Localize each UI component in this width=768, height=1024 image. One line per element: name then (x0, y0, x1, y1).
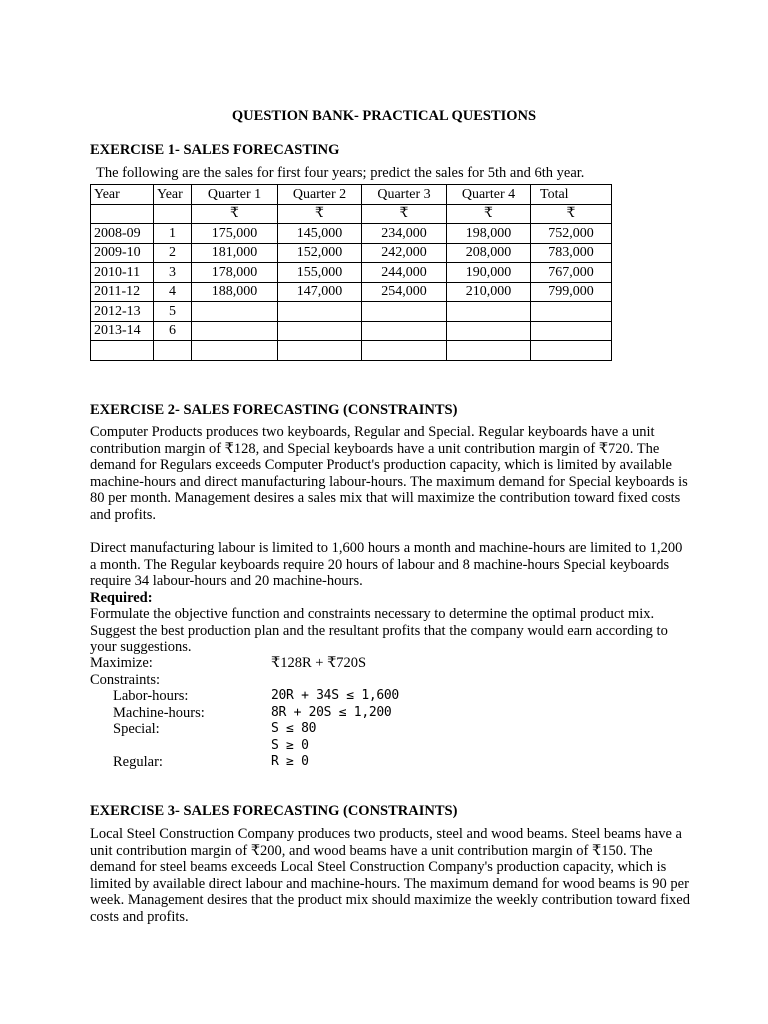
value-cell: 208,000 (447, 243, 531, 263)
table-row (91, 263, 612, 283)
table-row (91, 321, 612, 341)
value-cell: 210,000 (447, 282, 531, 302)
header-cell: Year (154, 185, 192, 205)
lp-formulation (90, 655, 690, 771)
constraints-label: Constraints: (90, 671, 161, 688)
exercise1-intro: The following are the sales for first four years; predict the sales for 5th and 6th year. (96, 165, 585, 181)
maximize-label: Maximize: (90, 655, 153, 671)
constraint-expression: S ≤ 80 (271, 721, 317, 736)
year-index-cell: 5 (154, 302, 192, 322)
total-cell (531, 302, 612, 322)
constraint-label: Regular: (113, 754, 163, 770)
constraint-expression: 20R + 34S ≤ 1,600 (271, 688, 399, 703)
constraint-row (90, 738, 690, 755)
header-cell: Year (91, 185, 154, 205)
constraint-label: Machine-hours: (113, 704, 205, 721)
table-cell (91, 204, 154, 224)
header-cell: Quarter 2 (278, 185, 362, 205)
value-cell: 181,000 (192, 243, 278, 263)
value-cell: 145,000 (278, 224, 362, 244)
value-cell (192, 321, 278, 341)
exercise2-paragraph-1 (90, 424, 690, 523)
value-cell (362, 321, 447, 341)
currency-cell: ₹ (192, 204, 278, 224)
total-cell: 799,000 (531, 282, 612, 302)
exercise3-paragraph-1 (90, 826, 690, 925)
year-cell: 2012-13 (91, 302, 154, 322)
year-index-cell: 1 (154, 224, 192, 244)
exercise2-paragraph-2 (90, 540, 690, 656)
table-row (91, 243, 612, 263)
table-cell (192, 341, 278, 361)
year-index-cell: 6 (154, 321, 192, 341)
year-index-cell: 2 (154, 243, 192, 263)
currency-cell: ₹ (362, 204, 447, 224)
value-cell: 175,000 (192, 224, 278, 244)
exercise2-heading: EXERCISE 2- SALES FORECASTING (CONSTRAINTS) (90, 402, 458, 418)
value-cell (362, 302, 447, 322)
year-index-cell: 3 (154, 263, 192, 283)
constraint-row (90, 705, 690, 722)
constraint-label: Labor-hours: (113, 688, 189, 704)
value-cell (192, 302, 278, 322)
constraint-expression: R ≥ 0 (271, 754, 309, 769)
total-cell: 783,000 (531, 243, 612, 263)
year-cell: 2009-10 (91, 243, 154, 263)
constraint-row (90, 721, 690, 738)
year-cell: 2008-09 (91, 224, 154, 244)
table-cell (531, 341, 612, 361)
table-cell (278, 341, 362, 361)
year-cell: 2013-14 (91, 321, 154, 341)
table-row (91, 302, 612, 322)
constraint-row (90, 754, 690, 771)
constraints-header-row (90, 672, 690, 689)
constraint-expression: S ≥ 0 (271, 737, 309, 753)
total-cell: 767,000 (531, 263, 612, 283)
total-cell: 752,000 (531, 224, 612, 244)
table-header-row (91, 185, 612, 205)
table-cell (154, 204, 192, 224)
value-cell (447, 302, 531, 322)
value-cell: 188,000 (192, 282, 278, 302)
value-cell: 190,000 (447, 263, 531, 283)
exercise3-heading: EXERCISE 3- SALES FORECASTING (CONSTRAINTS) (90, 803, 458, 819)
value-cell: 254,000 (362, 282, 447, 302)
value-cell: 152,000 (278, 243, 362, 263)
table-row (91, 341, 612, 361)
value-cell: 234,000 (362, 224, 447, 244)
table-cell (91, 341, 154, 361)
value-cell: 155,000 (278, 263, 362, 283)
objective-function: ₹128R + ₹720S (271, 655, 367, 671)
header-cell: Quarter 3 (362, 185, 447, 205)
currency-cell: ₹ (531, 204, 612, 224)
header-cell: Quarter 4 (447, 185, 531, 205)
table-cell (154, 341, 192, 361)
value-cell: 244,000 (362, 263, 447, 283)
required-label: Required: (90, 589, 153, 606)
header-cell: Total (531, 185, 612, 205)
header-cell: Quarter 1 (192, 185, 278, 205)
currency-cell: ₹ (447, 204, 531, 224)
currency-row (91, 204, 612, 224)
value-cell (447, 321, 531, 341)
paragraph-text: Direct manufacturing labour is limited to 1,600 hours a month and machine-hours are limited to 1,200 a month. The Regular keyboards require 20 hours of labour and 8 machine-hours Special keyboards require 34 labour-hours and 20 machine-hours. (90, 540, 683, 589)
year-cell: 2011-12 (91, 282, 154, 302)
currency-cell: ₹ (278, 204, 362, 224)
objective-row (90, 655, 690, 672)
table-cell (362, 341, 447, 361)
value-cell: 178,000 (192, 263, 278, 283)
year-cell: 2010-11 (91, 263, 154, 283)
year-index-cell: 4 (154, 282, 192, 302)
constraint-expression: 8R + 20S ≤ 1,200 (271, 704, 392, 720)
total-cell (531, 321, 612, 341)
sales-table (90, 184, 612, 361)
value-cell (278, 321, 362, 341)
paragraph-text: Local Steel Construction Company produces two products, steel and wood beams. Steel beams have a unit contribution margin of ₹200, and wood beams have a unit contribution margin of ₹150. The demand for steel beams exceeds Local Steel Construction Company's production capacity, which is limited by available direct labour and machine-hours. The maximum demand for wood beams is 90 per week. Management desires that the product mix should maximize the weekly contribution toward fixed costs and profits. (90, 826, 690, 925)
value-cell: 198,000 (447, 224, 531, 244)
table-row (91, 282, 612, 302)
exercise1-heading: EXERCISE 1- SALES FORECASTING (90, 142, 340, 158)
constraint-row (90, 688, 690, 705)
required-text: Formulate the objective function and constraints necessary to determine the optimal product mix. Suggest the best production plan and the resultant profits that the company would earn according to your suggestions. (90, 606, 668, 655)
value-cell: 242,000 (362, 243, 447, 263)
table-cell (447, 341, 531, 361)
page-title: QUESTION BANK- PRACTICAL QUESTIONS (231, 108, 537, 124)
value-cell: 147,000 (278, 282, 362, 302)
constraint-label: Special: (113, 721, 160, 737)
value-cell (278, 302, 362, 322)
table-row (91, 224, 612, 244)
paragraph-text: Computer Products produces two keyboards, Regular and Special. Regular keyboards have a unit contribution margin of ₹128, and Special keyboards have a unit contribution margin of ₹720. The demand for Regulars exceeds Computer Product's production capacity, which is limited by available machine-hours and direct manufacturing labour-hours. The maximum demand for Special keyboards is 80 per month. Management desires a sales mix that will maximize the contribution toward fixed costs and profits. (90, 424, 688, 523)
